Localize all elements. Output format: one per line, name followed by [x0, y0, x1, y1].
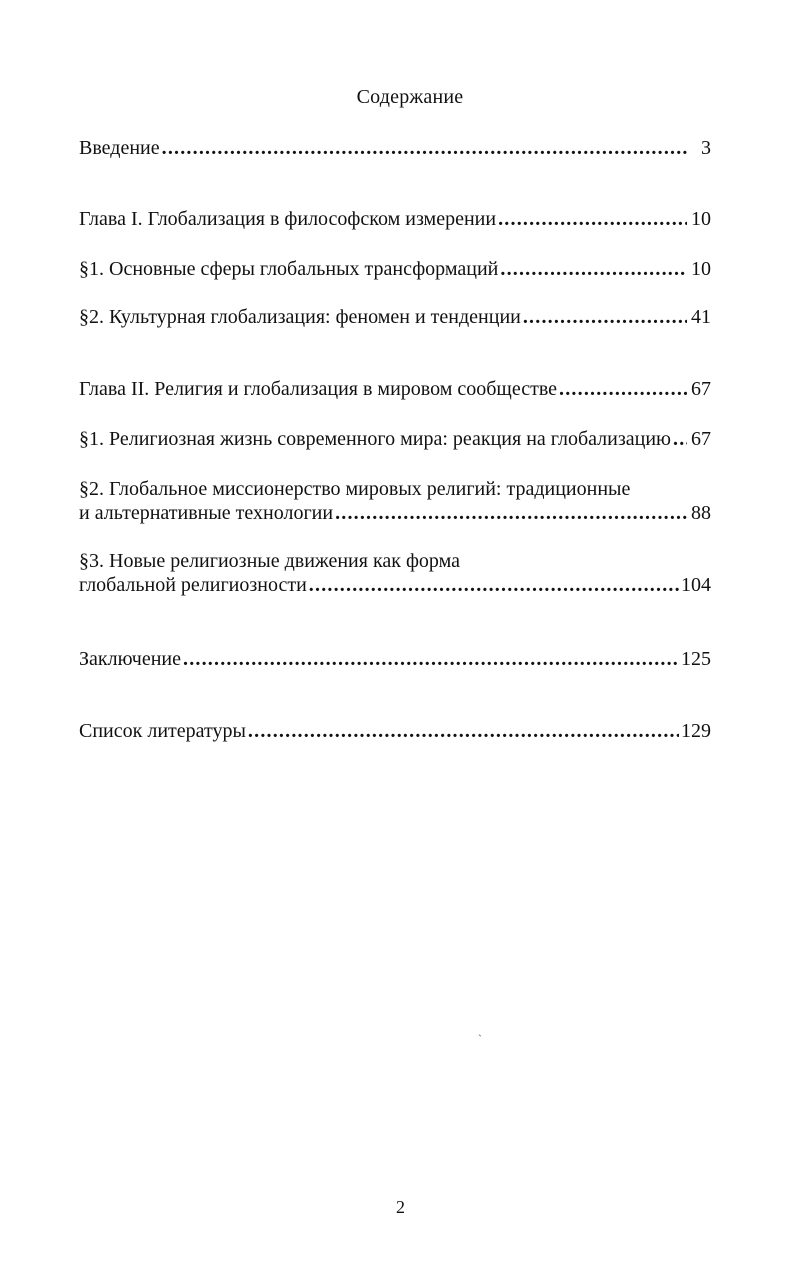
toc-leader-dots	[498, 207, 687, 231]
page-title: Содержание	[356, 86, 464, 108]
toc-leader-dots	[309, 573, 679, 597]
toc-entry-bibliography	[79, 719, 711, 743]
toc-entry-title: §1. Религиозная жизнь современного мира: реакция на глобализацию	[79, 428, 671, 450]
toc-leader-dots	[162, 136, 687, 160]
toc-entry-page: 125	[681, 648, 711, 670]
toc-entry-page: 3	[701, 137, 711, 159]
toc-entry-conclusion	[79, 647, 711, 671]
toc-entry-page: 10	[691, 258, 711, 280]
toc-entry-title: §2. Культурная глобализация: феномен и тенденции	[79, 306, 521, 328]
toc-entry-chapter-2	[79, 377, 711, 401]
toc-entry-title-line-2: глобальной религиозности	[79, 574, 307, 596]
toc-entry-page: 104	[681, 574, 711, 596]
toc-entry-title: Введение	[79, 137, 160, 159]
toc-entry-title: §1. Основные сферы глобальных трансформаций	[79, 258, 499, 280]
toc-entry-title: Глава II. Религия и глобализация в мировом сообществе	[79, 378, 558, 400]
toc-entry-chapter-1-section-2	[79, 305, 711, 329]
toc-leader-dots	[183, 647, 679, 671]
toc-entry-introduction	[79, 136, 711, 160]
toc-entry-page: 129	[681, 720, 711, 742]
toc-entry-title-line-1: §3. Новые религиозные движения как форма	[79, 550, 461, 572]
toc-entry-page: 10	[691, 208, 711, 230]
toc-entry-chapter-1	[79, 207, 711, 231]
toc-entry-title-line-2: и альтернативные технологии	[79, 502, 334, 524]
toc-leader-dots	[500, 257, 687, 281]
toc-leader-dots	[559, 377, 687, 401]
toc-entry-title: Список литературы	[79, 720, 246, 742]
toc-entry-title-line-1: §2. Глобальное миссионерство мировых религий: традиционные	[79, 478, 631, 500]
toc-entry-page: 67	[691, 378, 711, 400]
toc-leader-dots	[673, 427, 687, 451]
toc-entry-chapter-2-section-2	[79, 477, 711, 525]
toc-entry-page: 67	[691, 428, 711, 450]
toc-entry-chapter-1-section-1	[79, 257, 711, 281]
toc-entry-title: Заключение	[79, 648, 181, 670]
toc-leader-dots	[335, 501, 687, 525]
toc-entry-title: Глава I. Глобализация в философском измерении	[79, 208, 497, 230]
page-number: 2	[396, 1197, 405, 1217]
toc-entry-chapter-2-section-1	[79, 427, 711, 451]
toc-leader-dots	[523, 305, 687, 329]
scan-speck: `	[478, 1032, 482, 1046]
toc-entry-chapter-2-section-3	[79, 549, 711, 597]
toc-entry-page: 41	[691, 306, 711, 328]
toc-entry-page: 88	[691, 502, 711, 524]
toc-leader-dots	[248, 719, 679, 743]
